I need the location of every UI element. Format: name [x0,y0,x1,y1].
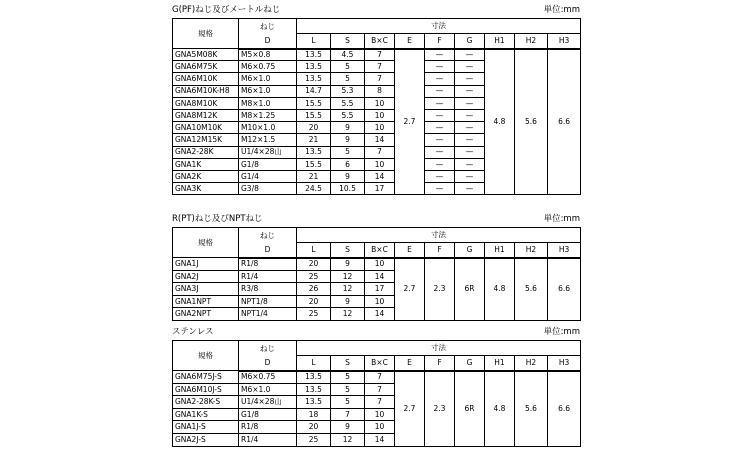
dim-f: — [425,170,455,182]
spec-table-gpf [172,18,581,195]
thread-size: R1/4 [239,270,297,283]
col-header-g: G [455,34,485,49]
dim-g: — [455,61,485,73]
dim-bc: 7 [365,146,395,158]
col-header-h3: H3 [548,356,581,371]
col-header-dimensions: 寸法 [297,19,581,34]
dim-f: — [425,158,455,170]
col-header-dimensions: 寸法 [297,228,581,243]
part-number: GNA2NPT [173,308,239,321]
spec-table-stainless [172,340,581,447]
col-header-e: E [395,243,425,258]
thread-size: G3/8 [239,183,297,195]
dim-s: 12 [331,308,365,321]
part-number: GNA5M08K [173,49,239,61]
dim-bc: 10 [365,258,395,271]
part-number: GNA6M10K-H8 [173,85,239,97]
part-number: GNA2K [173,170,239,182]
col-header-bc: B×C [365,356,395,371]
dim-bc: 7 [365,383,395,396]
dim-l: 13.5 [297,61,331,73]
dim-h3: 6.6 [548,371,581,447]
thread-size: M8×1.0 [239,97,297,109]
dim-bc: 10 [365,408,395,421]
dim-bc: 10 [365,158,395,170]
dim-s: 12 [331,283,365,296]
dim-bc: 17 [365,283,395,296]
section-title: G(PF)ねじ及びメートルねじ [172,5,281,15]
part-number: GNA8M12K [173,109,239,121]
dim-s: 5 [331,371,365,384]
dim-h2: 5.6 [515,258,548,321]
dim-l: 13.5 [297,396,331,409]
dim-l: 13.5 [297,146,331,158]
dim-s: 5 [331,146,365,158]
dim-bc: 7 [365,73,395,85]
thread-size: U1/4×28山 [239,396,297,409]
dim-h1: 4.8 [485,371,515,447]
dim-g: — [455,73,485,85]
dim-f: — [425,134,455,146]
col-header-l: L [297,243,331,258]
col-header-l: L [297,34,331,49]
part-number: GNA2-28K [173,146,239,158]
part-number: GNA3J [173,283,239,296]
dim-l: 25 [297,433,331,446]
dim-g: 6R [455,371,485,447]
dim-g: — [455,85,485,97]
thread-size: M6×1.0 [239,383,297,396]
dim-f: — [425,73,455,85]
dim-l: 13.5 [297,371,331,384]
dim-l: 20 [297,258,331,271]
dim-g: — [455,122,485,134]
dim-f: — [425,109,455,121]
thread-size: NPT1/4 [239,308,297,321]
col-header-g: G [455,356,485,371]
dim-h3: 6.6 [548,49,581,195]
col-header-l: L [297,356,331,371]
dim-s: 12 [331,433,365,446]
section-gpf-metric [172,2,580,195]
dim-bc: 10 [365,122,395,134]
dim-l: 21 [297,170,331,182]
part-number: GNA6M75J-S [173,371,239,384]
col-header-d: D [239,243,297,258]
dim-s: 12 [331,270,365,283]
col-header-thread: ねじ [239,228,297,243]
section-header [172,324,580,340]
dim-h1: 4.8 [485,258,515,321]
section-title: R(PT)ねじ及びNPTねじ [172,214,263,224]
dim-f: — [425,85,455,97]
dim-f: — [425,97,455,109]
part-number: GNA3K [173,183,239,195]
section-header [172,2,580,18]
col-header-dimensions: 寸法 [297,341,581,356]
dim-s: 9 [331,258,365,271]
dim-g: — [455,170,485,182]
dim-l: 13.5 [297,49,331,61]
dim-bc: 14 [365,308,395,321]
col-header-e: E [395,34,425,49]
col-header-s: S [331,34,365,49]
dim-l: 18 [297,408,331,421]
dim-bc: 14 [365,433,395,446]
part-number: GNA6M75K [173,61,239,73]
col-header-h3: H3 [548,243,581,258]
col-header-h2: H2 [515,356,548,371]
part-number: GNA12M15K [173,134,239,146]
dim-s: 9 [331,122,365,134]
col-header-h2: H2 [515,243,548,258]
part-number: GNA2-28K-S [173,396,239,409]
part-number: GNA1NPT [173,295,239,308]
dim-h3: 6.6 [548,258,581,321]
col-header-f: F [425,243,455,258]
dim-f: — [425,61,455,73]
dim-l: 15.5 [297,97,331,109]
thread-size: M6×1.0 [239,73,297,85]
thread-size: R1/8 [239,421,297,434]
dim-s: 5 [331,61,365,73]
col-header-thread: ねじ [239,19,297,34]
col-header-d: D [239,356,297,371]
dim-g: — [455,134,485,146]
thread-size: M12×1.5 [239,134,297,146]
part-number: GNA6M10J-S [173,383,239,396]
dim-l: 25 [297,270,331,283]
dim-f: — [425,122,455,134]
part-number: GNA1J-S [173,421,239,434]
dim-s: 5.3 [331,85,365,97]
dim-l: 21 [297,134,331,146]
col-header-spec: 規格 [173,228,239,258]
col-header-s: S [331,243,365,258]
col-header-h1: H1 [485,243,515,258]
dim-g: 6R [455,258,485,321]
dim-bc: 14 [365,170,395,182]
dim-h1: 4.8 [485,49,515,195]
dim-bc: 7 [365,371,395,384]
dim-l: 13.5 [297,383,331,396]
dim-bc: 7 [365,396,395,409]
part-number: GNA8M10K [173,97,239,109]
dim-s: 5 [331,73,365,85]
section-stainless [172,324,580,447]
dim-l: 15.5 [297,109,331,121]
thread-size: G1/8 [239,408,297,421]
dim-h2: 5.6 [515,371,548,447]
col-header-bc: B×C [365,243,395,258]
dim-s: 9 [331,295,365,308]
section-title: ステンレス [172,327,214,337]
dim-s: 6 [331,158,365,170]
thread-size: M8×1.25 [239,109,297,121]
table-row [173,49,581,61]
dim-g: — [455,109,485,121]
dim-g: — [455,158,485,170]
dim-f: — [425,49,455,61]
part-number: GNA6M10K [173,73,239,85]
dim-bc: 14 [365,270,395,283]
col-header-f: F [425,356,455,371]
dim-bc: 7 [365,61,395,73]
col-header-s: S [331,356,365,371]
dim-f: 2.3 [425,258,455,321]
dim-bc: 10 [365,109,395,121]
thread-size: R3/8 [239,283,297,296]
dim-s: 5 [331,396,365,409]
section-header [172,211,580,227]
dim-e: 2.7 [395,258,425,321]
thread-size: M5×0.8 [239,49,297,61]
dim-l: 24.5 [297,183,331,195]
part-number: GNA1J [173,258,239,271]
dim-s: 5.5 [331,109,365,121]
dim-f: — [425,183,455,195]
dim-e: 2.7 [395,49,425,195]
dim-s: 9 [331,421,365,434]
table-row [173,258,581,271]
thread-size: U1/4×28山 [239,146,297,158]
unit-label: 単位:mm [543,327,580,337]
dim-l: 20 [297,122,331,134]
col-header-h1: H1 [485,356,515,371]
thread-size: G1/8 [239,158,297,170]
thread-size: M6×0.75 [239,371,297,384]
col-header-spec: 規格 [173,19,239,49]
table-row [173,371,581,384]
dim-s: 9 [331,170,365,182]
part-number: GNA2J [173,270,239,283]
dim-s: 7 [331,408,365,421]
dim-h2: 5.6 [515,49,548,195]
col-header-h3: H3 [548,34,581,49]
spec-table-rpt [172,227,581,321]
part-number: GNA1K-S [173,408,239,421]
col-header-g: G [455,243,485,258]
dim-l: 25 [297,308,331,321]
col-header-d: D [239,34,297,49]
part-number: GNA2J-S [173,433,239,446]
dim-s: 9 [331,134,365,146]
dim-e: 2.7 [395,371,425,447]
dim-l: 26 [297,283,331,296]
col-header-bc: B×C [365,34,395,49]
thread-size: G1/4 [239,170,297,182]
col-header-e: E [395,356,425,371]
dim-bc: 10 [365,421,395,434]
dim-g: — [455,97,485,109]
dim-g: — [455,146,485,158]
thread-size: NPT1/8 [239,295,297,308]
col-header-h1: H1 [485,34,515,49]
unit-label: 単位:mm [543,214,580,224]
thread-size: R1/4 [239,433,297,446]
dim-l: 14.7 [297,85,331,97]
dim-bc: 7 [365,49,395,61]
thread-size: M6×0.75 [239,61,297,73]
thread-size: M6×1.0 [239,85,297,97]
dim-bc: 17 [365,183,395,195]
section-rpt-npt [172,211,580,321]
dim-g: — [455,183,485,195]
dim-l: 20 [297,295,331,308]
dim-f: 2.3 [425,371,455,447]
unit-label: 単位:mm [543,5,580,15]
col-header-thread: ねじ [239,341,297,356]
thread-size: R1/8 [239,258,297,271]
dim-s: 5 [331,383,365,396]
dim-bc: 8 [365,85,395,97]
dim-l: 13.5 [297,73,331,85]
dim-bc: 14 [365,134,395,146]
dim-s: 10.5 [331,183,365,195]
thread-size: M10×1.0 [239,122,297,134]
part-number: GNA10M10K [173,122,239,134]
dim-l: 20 [297,421,331,434]
dim-s: 5.5 [331,97,365,109]
dim-g: — [455,49,485,61]
dim-bc: 10 [365,295,395,308]
dim-s: 4.5 [331,49,365,61]
dim-bc: 10 [365,97,395,109]
col-header-h2: H2 [515,34,548,49]
col-header-spec: 規格 [173,341,239,371]
col-header-f: F [425,34,455,49]
part-number: GNA1K [173,158,239,170]
dim-f: — [425,146,455,158]
dim-l: 15.5 [297,158,331,170]
